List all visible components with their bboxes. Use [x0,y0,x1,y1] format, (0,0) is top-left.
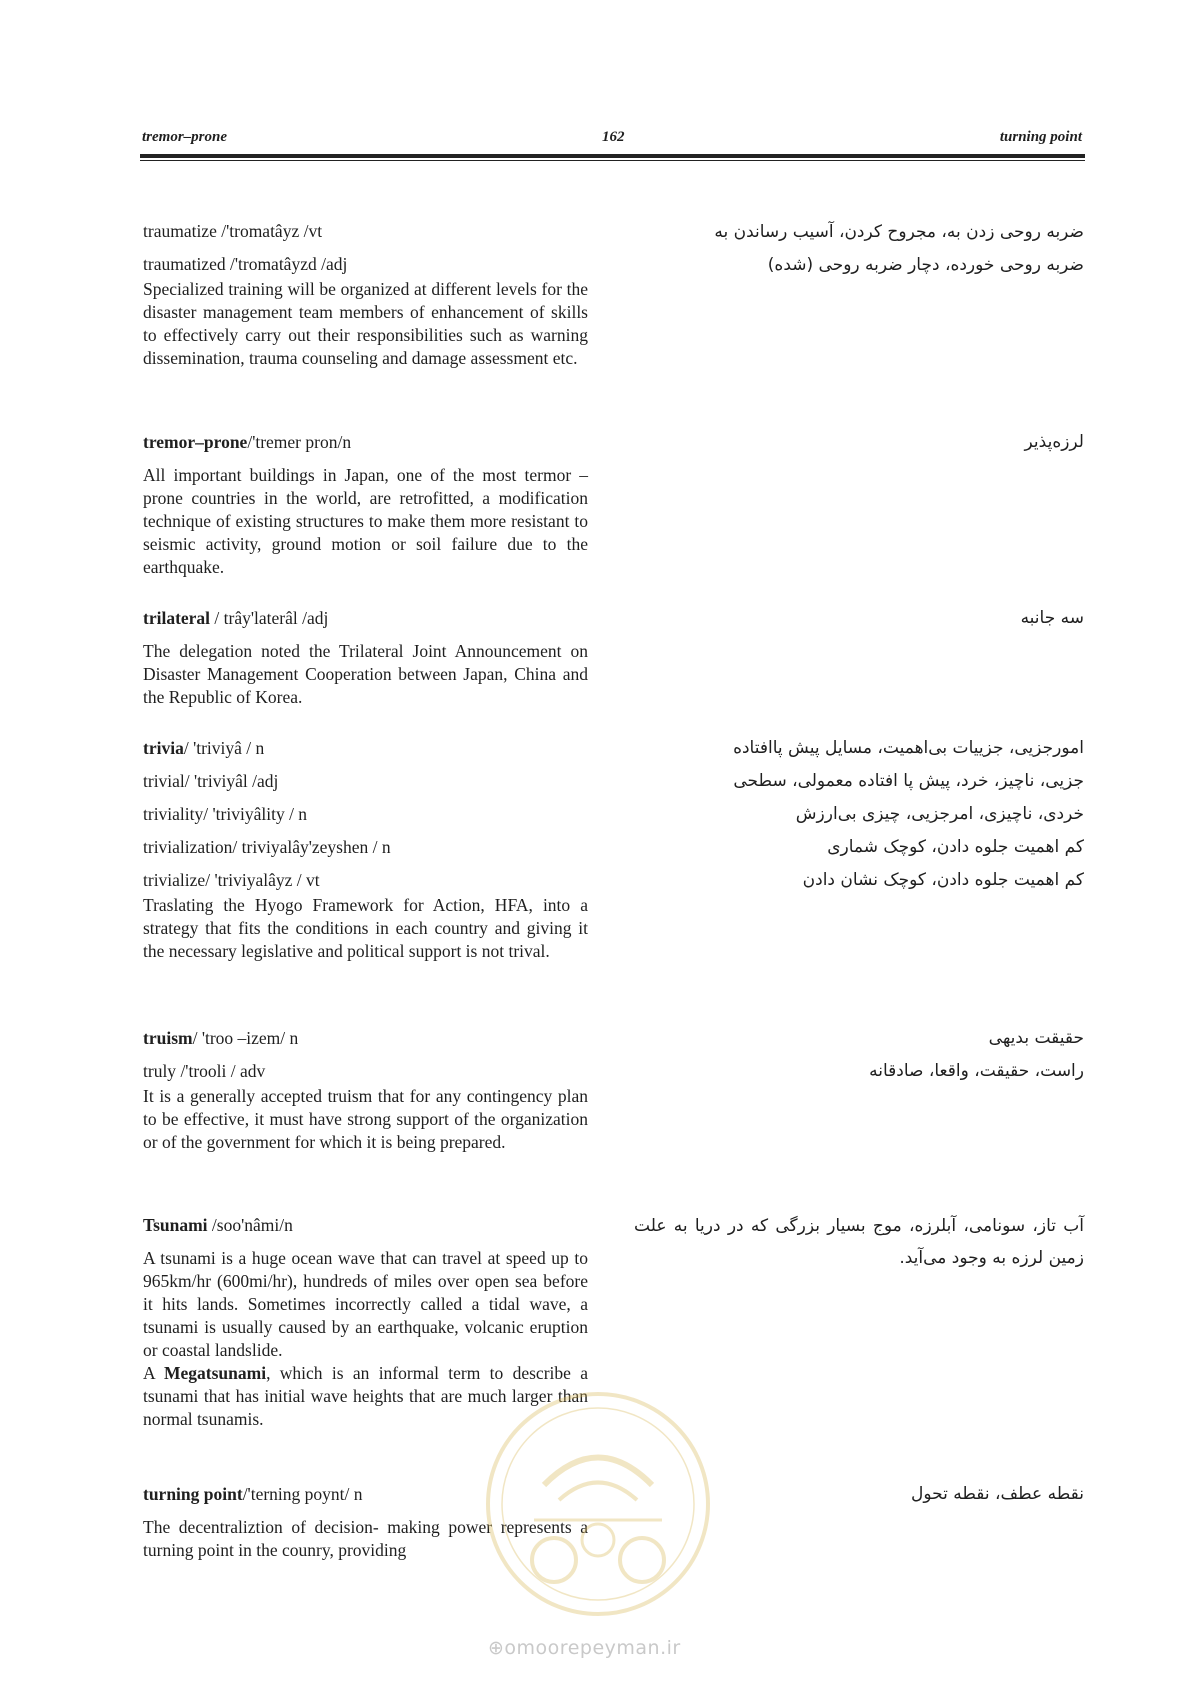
headword-line: trivia/ 'triviyâ / n [143,738,265,758]
header-rule [140,154,1085,158]
translation-traumatize [614,216,1084,282]
translation-trilateral [614,602,1084,635]
example-text: All important buildings in Japan, one of the most termor – prone countries in the world, are retrofitted, a modification technique of existing structures to make them more resistant to seismic activity, ground motion or soil failure due to the earthquake. [143,465,588,577]
translation-line: جزیی، ناچیز، خرد، پیش پا افتاده معمولی، سطحی [733,771,1084,791]
headword-line: trivial/ 'triviyâl /adj [143,771,279,791]
header-right-guide-word: turning point [999,129,1082,145]
headword-line: trivialize/ 'triviyalâyz / vt [143,870,320,890]
example-text: A tsunami is a huge ocean wave that can travel at speed up to 965km/hr (600mi/hr), hundreds of miles over open sea before it hits lands. Sometimes incorrectly called a tidal wave, a tsunami is usually caused by an earthquake, volcanic eruption or coastal landslide. [143,1248,588,1360]
translation-line: کم اهمیت جلوه دادن، کوچک شماری [827,837,1084,857]
entry-tremor-prone [143,431,588,579]
translation-trivia [614,732,1084,897]
running-header [142,129,1082,149]
translation-line: حقیقت بدیهی [988,1028,1084,1048]
translation-line: خردی، ناچیزی، امرجزیی، چیزی بی‌ارزش [795,804,1084,824]
translation-line: امورجزیی، جزییات بی‌اهمیت، مسایل پیش پاافتاده [733,738,1084,758]
headword-line: traumatize /'tromatâyz /vt [143,221,323,241]
headword-line: Tsunami /soo'nâmi/n [143,1215,293,1235]
headword-line: triviality/ 'triviyâlity / n [143,804,308,824]
translation-tremor-prone [614,426,1084,459]
example-text: The decentraliztion of decision- making power represents a turning point in the counry, providing [143,1517,588,1560]
translation-line: ضربه روحی زدن به، مجروح کردن، آسیب رساندن به [714,222,1084,242]
watermark-url: ⊕omoorepeyman.ir [488,1637,681,1659]
entry-trilateral [143,607,588,709]
translation-line: راست، حقیقت، واقعا، صادقانه [869,1061,1084,1081]
headword-line: turning point/'terning poynt/ n [143,1484,363,1504]
omoore-peyman-seal-logo [484,1390,712,1618]
example-text: Traslating the Hyogo Framework for Action, HFA, into a strategy that fits the conditions in each country and giving it the necessary legislative and political support is not trival. [143,895,588,961]
headword-line: truism/ 'troo –izem/ n [143,1028,299,1048]
example-text: It is a generally accepted truism that for any contingency plan to be effective, it must have strong support of the organization or of the government for which it is being prepared. [143,1086,588,1152]
example-text: The delegation noted the Trilateral Joint Announcement on Disaster Management Cooperation between Japan, China and the Republic of Korea. [143,641,588,707]
header-rule-thin [140,160,1085,161]
entry-truism [143,1027,588,1154]
globe-icon: ⊕ [488,1637,505,1659]
headword-line: tremor–prone/'tremer pron/n [143,432,352,452]
page-number: 162 [602,129,625,145]
translation-truism [614,1022,1084,1088]
translation-line: نقطه عطف، نقطه تحول [910,1484,1084,1504]
headword-line: trilateral / trây'laterâl /adj [143,608,329,628]
headword-line: trivialization/ triviyalây'zeyshen / n [143,837,391,857]
entry-trivia [143,737,588,963]
entry-traumatize [143,220,588,370]
translation-line: کم اهمیت جلوه دادن، کوچک نشان دادن [802,870,1084,890]
example-text-megatsunami: A Megatsunami, which is an informal term to describe a tsunami that has initial wave heights that are much larger than normal tsunamis. [143,1363,588,1429]
headword-line: traumatized /'tromatâyzd /adj [143,254,348,274]
translation-paragraph: آب تاز، سونامی، آبلرزه، موج بسیار بزرگی که در دریا به علت زمین لرزه به وجود می‌آید. [634,1216,1084,1268]
example-text: Specialized training will be organized at different levels for the disaster management team members of enhancement of skills to effectively carry out their responsibilities such as warning dissemination, trauma counseling and damage assessment etc. [143,279,588,368]
translation-tsunami [634,1210,1084,1274]
translation-line: ضربه روحی خورده، دچار ضربه روحی (شده) [767,255,1084,275]
header-left-guide-word: tremor–prone [142,129,228,145]
headword-line: truly /'trooli / adv [143,1061,266,1081]
translation-line: سه جانبه [1020,608,1084,628]
translation-line: لرزه‌پذیر [1024,432,1084,452]
